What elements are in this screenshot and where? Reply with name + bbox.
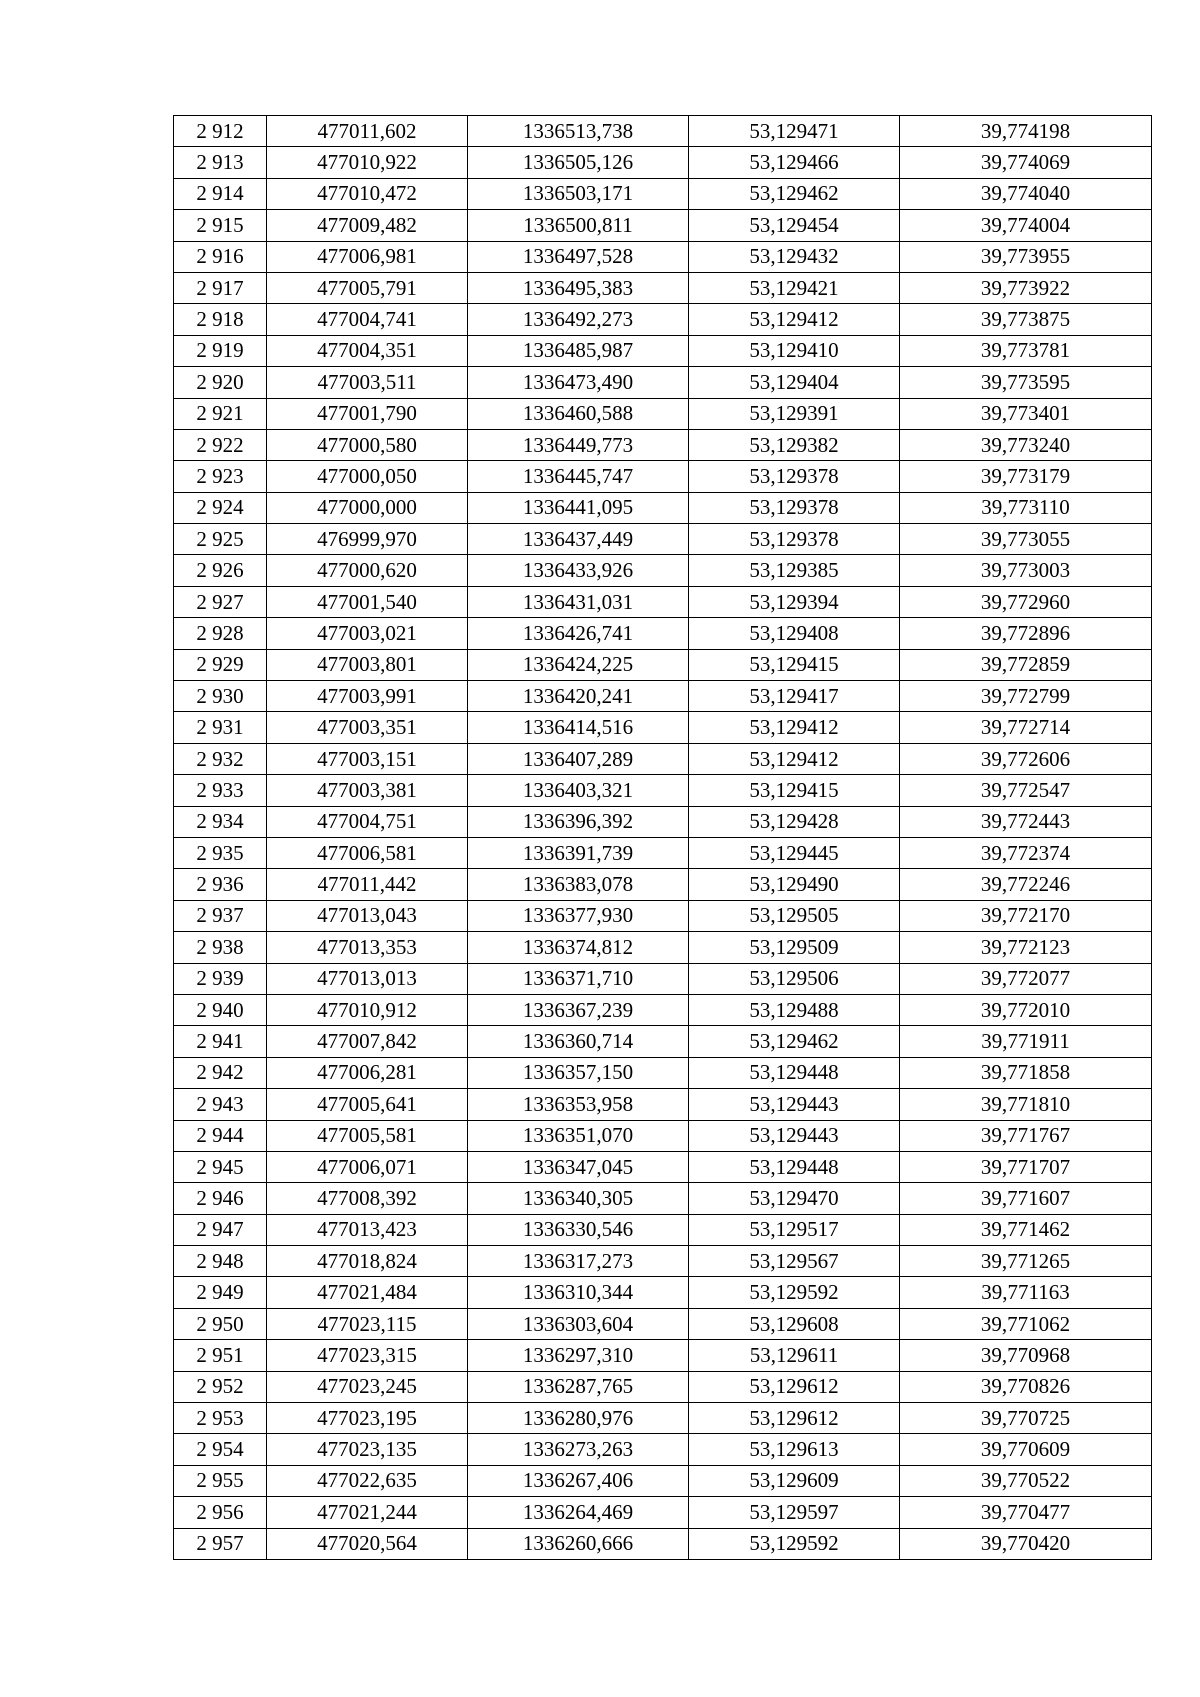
latitude-cell: 53,129417 bbox=[689, 681, 900, 712]
y-coordinate-cell: 1336495,383 bbox=[468, 272, 689, 303]
longitude-cell: 39,770420 bbox=[900, 1528, 1152, 1559]
latitude-cell: 53,129613 bbox=[689, 1434, 900, 1465]
point-number-cell: 2 953 bbox=[174, 1403, 267, 1434]
x-coordinate-cell: 477010,472 bbox=[267, 178, 468, 209]
point-number-cell: 2 950 bbox=[174, 1308, 267, 1339]
latitude-cell: 53,129466 bbox=[689, 147, 900, 178]
table-row bbox=[174, 1528, 1152, 1559]
y-coordinate-cell: 1336437,449 bbox=[468, 524, 689, 555]
x-coordinate-cell: 477003,351 bbox=[267, 712, 468, 743]
y-coordinate-cell: 1336407,289 bbox=[468, 743, 689, 774]
longitude-cell: 39,774004 bbox=[900, 210, 1152, 241]
longitude-cell: 39,772374 bbox=[900, 837, 1152, 868]
y-coordinate-cell: 1336414,516 bbox=[468, 712, 689, 743]
x-coordinate-cell: 477003,151 bbox=[267, 743, 468, 774]
longitude-cell: 39,773110 bbox=[900, 492, 1152, 523]
point-number-cell: 2 927 bbox=[174, 586, 267, 617]
table-row bbox=[174, 1214, 1152, 1245]
y-coordinate-cell: 1336367,239 bbox=[468, 994, 689, 1025]
longitude-cell: 39,772010 bbox=[900, 994, 1152, 1025]
latitude-cell: 53,129488 bbox=[689, 994, 900, 1025]
longitude-cell: 39,772606 bbox=[900, 743, 1152, 774]
table-row bbox=[174, 775, 1152, 806]
latitude-cell: 53,129567 bbox=[689, 1246, 900, 1277]
table-row bbox=[174, 116, 1152, 147]
x-coordinate-cell: 477001,540 bbox=[267, 586, 468, 617]
table-row bbox=[174, 1308, 1152, 1339]
coordinates-table-body bbox=[174, 116, 1152, 1560]
longitude-cell: 39,774040 bbox=[900, 178, 1152, 209]
table-row bbox=[174, 1057, 1152, 1088]
x-coordinate-cell: 476999,970 bbox=[267, 524, 468, 555]
point-number-cell: 2 946 bbox=[174, 1183, 267, 1214]
y-coordinate-cell: 1336267,406 bbox=[468, 1465, 689, 1496]
longitude-cell: 39,772246 bbox=[900, 869, 1152, 900]
table-row bbox=[174, 618, 1152, 649]
latitude-cell: 53,129608 bbox=[689, 1308, 900, 1339]
longitude-cell: 39,772443 bbox=[900, 806, 1152, 837]
y-coordinate-cell: 1336351,070 bbox=[468, 1120, 689, 1151]
table-row bbox=[174, 1465, 1152, 1496]
point-number-cell: 2 921 bbox=[174, 398, 267, 429]
x-coordinate-cell: 477004,751 bbox=[267, 806, 468, 837]
latitude-cell: 53,129408 bbox=[689, 618, 900, 649]
point-number-cell: 2 931 bbox=[174, 712, 267, 743]
latitude-cell: 53,129597 bbox=[689, 1497, 900, 1528]
x-coordinate-cell: 477003,381 bbox=[267, 775, 468, 806]
x-coordinate-cell: 477020,564 bbox=[267, 1528, 468, 1559]
latitude-cell: 53,129378 bbox=[689, 492, 900, 523]
longitude-cell: 39,771607 bbox=[900, 1183, 1152, 1214]
table-row bbox=[174, 1403, 1152, 1434]
point-number-cell: 2 937 bbox=[174, 900, 267, 931]
longitude-cell: 39,774069 bbox=[900, 147, 1152, 178]
point-number-cell: 2 929 bbox=[174, 649, 267, 680]
table-row bbox=[174, 461, 1152, 492]
table-row bbox=[174, 272, 1152, 303]
table-row bbox=[174, 429, 1152, 460]
y-coordinate-cell: 1336357,150 bbox=[468, 1057, 689, 1088]
x-coordinate-cell: 477010,922 bbox=[267, 147, 468, 178]
y-coordinate-cell: 1336426,741 bbox=[468, 618, 689, 649]
latitude-cell: 53,129505 bbox=[689, 900, 900, 931]
table-row bbox=[174, 932, 1152, 963]
table-row bbox=[174, 586, 1152, 617]
table-row bbox=[174, 963, 1152, 994]
y-coordinate-cell: 1336441,095 bbox=[468, 492, 689, 523]
longitude-cell: 39,772547 bbox=[900, 775, 1152, 806]
point-number-cell: 2 955 bbox=[174, 1465, 267, 1496]
x-coordinate-cell: 477013,043 bbox=[267, 900, 468, 931]
point-number-cell: 2 933 bbox=[174, 775, 267, 806]
table-row bbox=[174, 743, 1152, 774]
x-coordinate-cell: 477003,021 bbox=[267, 618, 468, 649]
x-coordinate-cell: 477011,442 bbox=[267, 869, 468, 900]
longitude-cell: 39,772799 bbox=[900, 681, 1152, 712]
latitude-cell: 53,129385 bbox=[689, 555, 900, 586]
longitude-cell: 39,771163 bbox=[900, 1277, 1152, 1308]
point-number-cell: 2 949 bbox=[174, 1277, 267, 1308]
point-number-cell: 2 954 bbox=[174, 1434, 267, 1465]
y-coordinate-cell: 1336297,310 bbox=[468, 1340, 689, 1371]
y-coordinate-cell: 1336383,078 bbox=[468, 869, 689, 900]
point-number-cell: 2 926 bbox=[174, 555, 267, 586]
point-number-cell: 2 952 bbox=[174, 1371, 267, 1402]
table-row bbox=[174, 210, 1152, 241]
x-coordinate-cell: 477023,135 bbox=[267, 1434, 468, 1465]
latitude-cell: 53,129394 bbox=[689, 586, 900, 617]
latitude-cell: 53,129612 bbox=[689, 1371, 900, 1402]
latitude-cell: 53,129445 bbox=[689, 837, 900, 868]
x-coordinate-cell: 477004,351 bbox=[267, 335, 468, 366]
longitude-cell: 39,771858 bbox=[900, 1057, 1152, 1088]
y-coordinate-cell: 1336340,305 bbox=[468, 1183, 689, 1214]
table-row bbox=[174, 524, 1152, 555]
longitude-cell: 39,772960 bbox=[900, 586, 1152, 617]
y-coordinate-cell: 1336264,469 bbox=[468, 1497, 689, 1528]
longitude-cell: 39,772714 bbox=[900, 712, 1152, 743]
latitude-cell: 53,129612 bbox=[689, 1403, 900, 1434]
longitude-cell: 39,772123 bbox=[900, 932, 1152, 963]
y-coordinate-cell: 1336505,126 bbox=[468, 147, 689, 178]
latitude-cell: 53,129462 bbox=[689, 178, 900, 209]
longitude-cell: 39,770725 bbox=[900, 1403, 1152, 1434]
point-number-cell: 2 956 bbox=[174, 1497, 267, 1528]
table-row bbox=[174, 681, 1152, 712]
table-row bbox=[174, 1434, 1152, 1465]
latitude-cell: 53,129592 bbox=[689, 1528, 900, 1559]
table-row bbox=[174, 367, 1152, 398]
table-row bbox=[174, 1151, 1152, 1182]
longitude-cell: 39,770826 bbox=[900, 1371, 1152, 1402]
x-coordinate-cell: 477005,581 bbox=[267, 1120, 468, 1151]
point-number-cell: 2 918 bbox=[174, 304, 267, 335]
point-number-cell: 2 938 bbox=[174, 932, 267, 963]
x-coordinate-cell: 477006,071 bbox=[267, 1151, 468, 1182]
longitude-cell: 39,771767 bbox=[900, 1120, 1152, 1151]
point-number-cell: 2 917 bbox=[174, 272, 267, 303]
coordinates-table bbox=[173, 115, 1152, 1560]
longitude-cell: 39,770968 bbox=[900, 1340, 1152, 1371]
y-coordinate-cell: 1336280,976 bbox=[468, 1403, 689, 1434]
point-number-cell: 2 922 bbox=[174, 429, 267, 460]
latitude-cell: 53,129470 bbox=[689, 1183, 900, 1214]
point-number-cell: 2 942 bbox=[174, 1057, 267, 1088]
x-coordinate-cell: 477008,392 bbox=[267, 1183, 468, 1214]
y-coordinate-cell: 1336497,528 bbox=[468, 241, 689, 272]
latitude-cell: 53,129509 bbox=[689, 932, 900, 963]
table-row bbox=[174, 304, 1152, 335]
point-number-cell: 2 916 bbox=[174, 241, 267, 272]
y-coordinate-cell: 1336424,225 bbox=[468, 649, 689, 680]
latitude-cell: 53,129490 bbox=[689, 869, 900, 900]
y-coordinate-cell: 1336360,714 bbox=[468, 1026, 689, 1057]
x-coordinate-cell: 477000,580 bbox=[267, 429, 468, 460]
latitude-cell: 53,129421 bbox=[689, 272, 900, 303]
table-row bbox=[174, 994, 1152, 1025]
x-coordinate-cell: 477000,050 bbox=[267, 461, 468, 492]
longitude-cell: 39,771911 bbox=[900, 1026, 1152, 1057]
y-coordinate-cell: 1336445,747 bbox=[468, 461, 689, 492]
table-row bbox=[174, 1089, 1152, 1120]
x-coordinate-cell: 477005,641 bbox=[267, 1089, 468, 1120]
x-coordinate-cell: 477023,315 bbox=[267, 1340, 468, 1371]
latitude-cell: 53,129611 bbox=[689, 1340, 900, 1371]
table-row bbox=[174, 900, 1152, 931]
point-number-cell: 2 948 bbox=[174, 1246, 267, 1277]
table-row bbox=[174, 147, 1152, 178]
point-number-cell: 2 928 bbox=[174, 618, 267, 649]
y-coordinate-cell: 1336500,811 bbox=[468, 210, 689, 241]
x-coordinate-cell: 477009,482 bbox=[267, 210, 468, 241]
point-number-cell: 2 915 bbox=[174, 210, 267, 241]
x-coordinate-cell: 477003,801 bbox=[267, 649, 468, 680]
longitude-cell: 39,772077 bbox=[900, 963, 1152, 994]
latitude-cell: 53,129382 bbox=[689, 429, 900, 460]
table-row bbox=[174, 335, 1152, 366]
table-row bbox=[174, 869, 1152, 900]
point-number-cell: 2 930 bbox=[174, 681, 267, 712]
table-row bbox=[174, 1371, 1152, 1402]
latitude-cell: 53,129428 bbox=[689, 806, 900, 837]
longitude-cell: 39,771707 bbox=[900, 1151, 1152, 1182]
longitude-cell: 39,773781 bbox=[900, 335, 1152, 366]
latitude-cell: 53,129404 bbox=[689, 367, 900, 398]
point-number-cell: 2 925 bbox=[174, 524, 267, 555]
y-coordinate-cell: 1336513,738 bbox=[468, 116, 689, 147]
y-coordinate-cell: 1336273,263 bbox=[468, 1434, 689, 1465]
latitude-cell: 53,129412 bbox=[689, 743, 900, 774]
table-row bbox=[174, 492, 1152, 523]
y-coordinate-cell: 1336377,930 bbox=[468, 900, 689, 931]
table-row bbox=[174, 555, 1152, 586]
x-coordinate-cell: 477013,353 bbox=[267, 932, 468, 963]
x-coordinate-cell: 477023,195 bbox=[267, 1403, 468, 1434]
longitude-cell: 39,774198 bbox=[900, 116, 1152, 147]
point-number-cell: 2 919 bbox=[174, 335, 267, 366]
point-number-cell: 2 924 bbox=[174, 492, 267, 523]
x-coordinate-cell: 477022,635 bbox=[267, 1465, 468, 1496]
point-number-cell: 2 923 bbox=[174, 461, 267, 492]
latitude-cell: 53,129443 bbox=[689, 1120, 900, 1151]
latitude-cell: 53,129415 bbox=[689, 775, 900, 806]
y-coordinate-cell: 1336433,926 bbox=[468, 555, 689, 586]
point-number-cell: 2 932 bbox=[174, 743, 267, 774]
longitude-cell: 39,773401 bbox=[900, 398, 1152, 429]
point-number-cell: 2 912 bbox=[174, 116, 267, 147]
latitude-cell: 53,129506 bbox=[689, 963, 900, 994]
latitude-cell: 53,129454 bbox=[689, 210, 900, 241]
y-coordinate-cell: 1336330,546 bbox=[468, 1214, 689, 1245]
latitude-cell: 53,129517 bbox=[689, 1214, 900, 1245]
y-coordinate-cell: 1336460,588 bbox=[468, 398, 689, 429]
x-coordinate-cell: 477018,824 bbox=[267, 1246, 468, 1277]
point-number-cell: 2 957 bbox=[174, 1528, 267, 1559]
y-coordinate-cell: 1336403,321 bbox=[468, 775, 689, 806]
table-row bbox=[174, 1340, 1152, 1371]
table-row bbox=[174, 1277, 1152, 1308]
y-coordinate-cell: 1336396,392 bbox=[468, 806, 689, 837]
y-coordinate-cell: 1336492,273 bbox=[468, 304, 689, 335]
latitude-cell: 53,129412 bbox=[689, 712, 900, 743]
table-row bbox=[174, 712, 1152, 743]
latitude-cell: 53,129448 bbox=[689, 1151, 900, 1182]
table-row bbox=[174, 1120, 1152, 1151]
y-coordinate-cell: 1336473,490 bbox=[468, 367, 689, 398]
latitude-cell: 53,129410 bbox=[689, 335, 900, 366]
longitude-cell: 39,771462 bbox=[900, 1214, 1152, 1245]
longitude-cell: 39,773055 bbox=[900, 524, 1152, 555]
longitude-cell: 39,770609 bbox=[900, 1434, 1152, 1465]
latitude-cell: 53,129609 bbox=[689, 1465, 900, 1496]
latitude-cell: 53,129471 bbox=[689, 116, 900, 147]
table-row bbox=[174, 398, 1152, 429]
y-coordinate-cell: 1336260,666 bbox=[468, 1528, 689, 1559]
longitude-cell: 39,771810 bbox=[900, 1089, 1152, 1120]
table-row bbox=[174, 178, 1152, 209]
y-coordinate-cell: 1336371,710 bbox=[468, 963, 689, 994]
latitude-cell: 53,129443 bbox=[689, 1089, 900, 1120]
x-coordinate-cell: 477010,912 bbox=[267, 994, 468, 1025]
table-row bbox=[174, 1246, 1152, 1277]
table-row bbox=[174, 1183, 1152, 1214]
longitude-cell: 39,773875 bbox=[900, 304, 1152, 335]
longitude-cell: 39,773179 bbox=[900, 461, 1152, 492]
y-coordinate-cell: 1336391,739 bbox=[468, 837, 689, 868]
latitude-cell: 53,129378 bbox=[689, 461, 900, 492]
table-row bbox=[174, 806, 1152, 837]
longitude-cell: 39,773240 bbox=[900, 429, 1152, 460]
latitude-cell: 53,129412 bbox=[689, 304, 900, 335]
longitude-cell: 39,773003 bbox=[900, 555, 1152, 586]
y-coordinate-cell: 1336347,045 bbox=[468, 1151, 689, 1182]
latitude-cell: 53,129391 bbox=[689, 398, 900, 429]
latitude-cell: 53,129378 bbox=[689, 524, 900, 555]
longitude-cell: 39,773922 bbox=[900, 272, 1152, 303]
point-number-cell: 2 914 bbox=[174, 178, 267, 209]
x-coordinate-cell: 477021,244 bbox=[267, 1497, 468, 1528]
point-number-cell: 2 945 bbox=[174, 1151, 267, 1182]
y-coordinate-cell: 1336310,344 bbox=[468, 1277, 689, 1308]
x-coordinate-cell: 477000,620 bbox=[267, 555, 468, 586]
longitude-cell: 39,773955 bbox=[900, 241, 1152, 272]
y-coordinate-cell: 1336374,812 bbox=[468, 932, 689, 963]
longitude-cell: 39,772170 bbox=[900, 900, 1152, 931]
x-coordinate-cell: 477003,991 bbox=[267, 681, 468, 712]
longitude-cell: 39,771265 bbox=[900, 1246, 1152, 1277]
point-number-cell: 2 939 bbox=[174, 963, 267, 994]
y-coordinate-cell: 1336503,171 bbox=[468, 178, 689, 209]
x-coordinate-cell: 477013,423 bbox=[267, 1214, 468, 1245]
x-coordinate-cell: 477013,013 bbox=[267, 963, 468, 994]
table-row bbox=[174, 241, 1152, 272]
point-number-cell: 2 943 bbox=[174, 1089, 267, 1120]
latitude-cell: 53,129448 bbox=[689, 1057, 900, 1088]
x-coordinate-cell: 477006,281 bbox=[267, 1057, 468, 1088]
latitude-cell: 53,129432 bbox=[689, 241, 900, 272]
x-coordinate-cell: 477006,581 bbox=[267, 837, 468, 868]
latitude-cell: 53,129592 bbox=[689, 1277, 900, 1308]
point-number-cell: 2 941 bbox=[174, 1026, 267, 1057]
x-coordinate-cell: 477011,602 bbox=[267, 116, 468, 147]
x-coordinate-cell: 477001,790 bbox=[267, 398, 468, 429]
table-row bbox=[174, 1497, 1152, 1528]
y-coordinate-cell: 1336431,031 bbox=[468, 586, 689, 617]
longitude-cell: 39,772896 bbox=[900, 618, 1152, 649]
x-coordinate-cell: 477021,484 bbox=[267, 1277, 468, 1308]
latitude-cell: 53,129462 bbox=[689, 1026, 900, 1057]
y-coordinate-cell: 1336303,604 bbox=[468, 1308, 689, 1339]
point-number-cell: 2 940 bbox=[174, 994, 267, 1025]
point-number-cell: 2 936 bbox=[174, 869, 267, 900]
point-number-cell: 2 934 bbox=[174, 806, 267, 837]
y-coordinate-cell: 1336420,241 bbox=[468, 681, 689, 712]
point-number-cell: 2 951 bbox=[174, 1340, 267, 1371]
x-coordinate-cell: 477007,842 bbox=[267, 1026, 468, 1057]
latitude-cell: 53,129415 bbox=[689, 649, 900, 680]
point-number-cell: 2 935 bbox=[174, 837, 267, 868]
y-coordinate-cell: 1336353,958 bbox=[468, 1089, 689, 1120]
x-coordinate-cell: 477000,000 bbox=[267, 492, 468, 523]
point-number-cell: 2 920 bbox=[174, 367, 267, 398]
y-coordinate-cell: 1336485,987 bbox=[468, 335, 689, 366]
table-row bbox=[174, 837, 1152, 868]
y-coordinate-cell: 1336317,273 bbox=[468, 1246, 689, 1277]
point-number-cell: 2 947 bbox=[174, 1214, 267, 1245]
x-coordinate-cell: 477005,791 bbox=[267, 272, 468, 303]
x-coordinate-cell: 477023,115 bbox=[267, 1308, 468, 1339]
y-coordinate-cell: 1336449,773 bbox=[468, 429, 689, 460]
table-row bbox=[174, 1026, 1152, 1057]
x-coordinate-cell: 477006,981 bbox=[267, 241, 468, 272]
longitude-cell: 39,771062 bbox=[900, 1308, 1152, 1339]
longitude-cell: 39,772859 bbox=[900, 649, 1152, 680]
x-coordinate-cell: 477003,511 bbox=[267, 367, 468, 398]
y-coordinate-cell: 1336287,765 bbox=[468, 1371, 689, 1402]
table-row bbox=[174, 649, 1152, 680]
point-number-cell: 2 913 bbox=[174, 147, 267, 178]
point-number-cell: 2 944 bbox=[174, 1120, 267, 1151]
x-coordinate-cell: 477004,741 bbox=[267, 304, 468, 335]
longitude-cell: 39,770477 bbox=[900, 1497, 1152, 1528]
longitude-cell: 39,773595 bbox=[900, 367, 1152, 398]
x-coordinate-cell: 477023,245 bbox=[267, 1371, 468, 1402]
longitude-cell: 39,770522 bbox=[900, 1465, 1152, 1496]
